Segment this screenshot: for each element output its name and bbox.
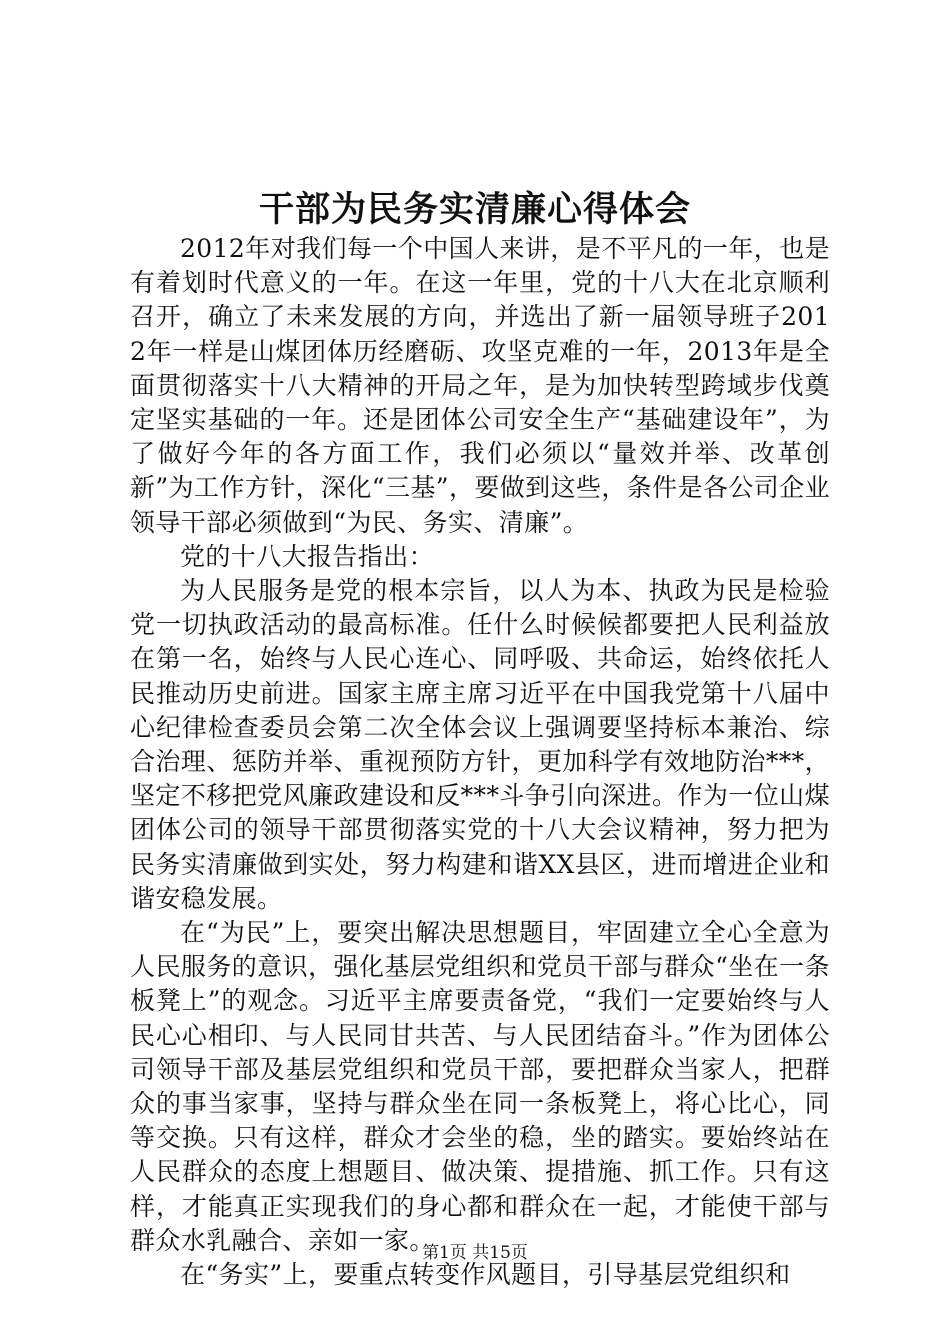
- page-number-footer: 第1页 共15页: [422, 1243, 528, 1263]
- paragraph-for-people: 在“为民”上，要突出解决思想题目，牢固建立全心全意为人民服务的意识，强化基层党组织和党员干部与群众“坐在一条板凳上”的观念。习近平主席要责备党，“我们一定要始终与人民心心相印、与人民同甘共苦、与人民团结奋斗。”作为团体公司领导干部及基层党组织和党员干部，要把群众当家人，把群众的事当家事，坚持与群众坐在同一条板凳上，将心比心，同等交换。只有这样，群众才会坐的稳，坐的踏实。要始终站在人民群众的态度上想题目、做决策、提措施、抓工作。只有这样，才能真正实现我们的身心都和群众在一起，才能使干部与群众水乳融合、亲如一家。: [130, 918, 830, 1255]
- paragraph-serve-people: 为人民服务是党的根本宗旨，以人为本、执政为民是检验党一切执政活动的最高标准。任什么时候候都要把人民利益放在第一名，始终与人民心连心、同呼吸、共命运，始终依托人民推动历史前进。国家主席主席习近平在中国我党第十八届中心纪律检查委员会第二次全体会议上强调要坚持标本兼治、综合治理、惩防并举、重视预防方针，更加科学有效地防治***，坚定不移把党风廉政建设和反***斗争引向深进。作为一位山煤团体公司的领导干部贯彻落实党的十八大会议精神，努力把为民务实清廉做到实处，努力构建和谐XX县区，进而增进企业和谐安稳发展。: [130, 576, 830, 913]
- paragraph-pragmatic: 在“务实”上，要重点转变作风题目，引导基层党组织和: [180, 1260, 791, 1290]
- paragraph-report-lead: 党的十八大报告指出：: [180, 541, 435, 571]
- document-body: [130, 232, 830, 1292]
- document-title: 干部为民务实清廉心得体会: [258, 189, 691, 230]
- paragraph-intro: 2012年对我们每一个中国人来讲，是不平凡的一年，也是有着划时代意义的一年。在这一年里，党的十八大在北京顺利召开，确立了未来发展的方向，并选出了新一届领导班子2012年一样是山煤团体历经磨砺、攻坚克难的一年，2013年是全面贯彻落实十八大精神的开局之年，是为加快转型跨域步伐奠定坚实基础的一年。还是团体公司安全生产“基础建设年”，为了做好今年的各方面工作，我们必须以“量效并举、改革创新”为工作方针，深化“三基”，要做到这些，条件是各公司企业领导干部必须做到“为民、务实、清廉”。: [130, 234, 830, 537]
